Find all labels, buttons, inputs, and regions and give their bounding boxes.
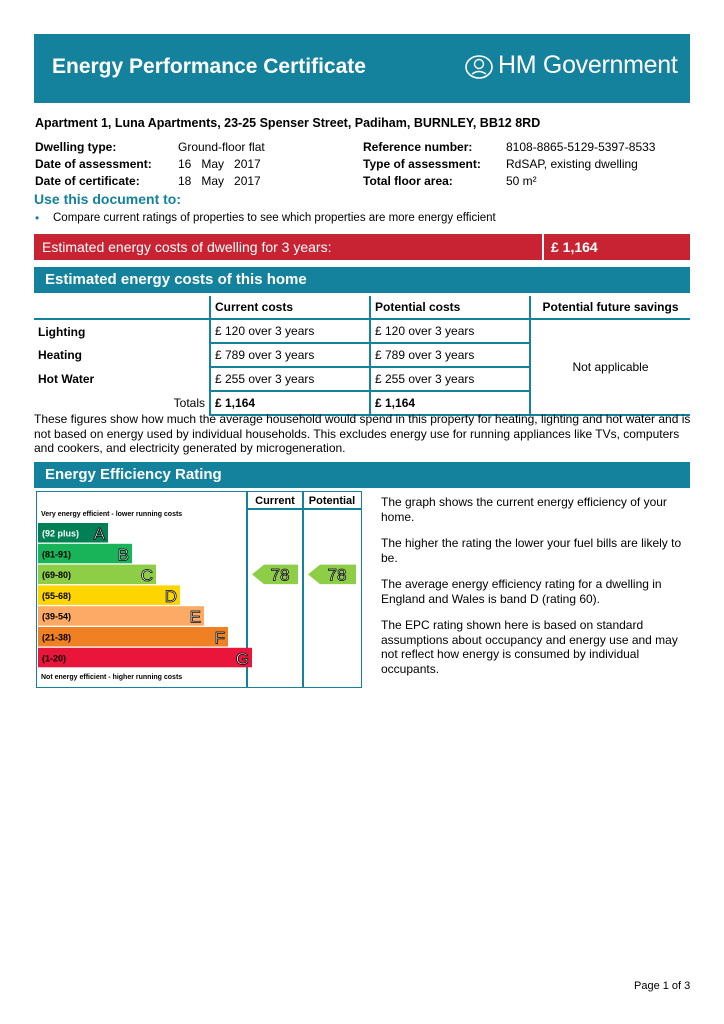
efficiency-note: The higher the rating the lower your fuel bills are likely to be.	[381, 536, 682, 565]
costs-section-title: Estimated energy costs of this home	[45, 271, 307, 288]
efficiency-note: The EPC rating shown here is based on standard assumptions about occupancy and energy use and may not reflect how energy is consumed by individual occupants.	[381, 618, 678, 676]
property-address: Apartment 1, Luna Apartments, 23-25 Spenser Street, Padiham, BURNLEY, BB12 8RD	[35, 116, 541, 130]
table-header-cell	[34, 296, 210, 319]
use-document-bullet: Compare current ratings of properties to see which properties are more energy efficient	[53, 212, 496, 224]
top-caption: Very energy efficient - lower running costs	[41, 511, 183, 518]
costs-explanation: These figures show how much the average household would spend in this property for heating, lighting and hot water and is not based on energy used by individual households. This excludes energy use for running appliances like TVs, computers and cookers, and electricity generated by microgeneration.	[34, 412, 691, 455]
table-header-row	[34, 296, 690, 319]
table-header-cell: Potential costs	[370, 296, 530, 319]
current-cost-cell: £ 120 over 3 years	[210, 319, 370, 343]
potential-column-header: Potential	[308, 495, 356, 507]
total-cost-label: Estimated energy costs of dwelling for 3 years:	[42, 239, 332, 255]
efficiency-section-title: Energy Efficiency Rating	[45, 466, 222, 483]
potential-cost-cell: £ 789 over 3 years	[370, 343, 530, 367]
band-range-label: (55-68)	[42, 590, 72, 601]
efficiency-note: The average energy efficiency rating for a dwelling in England and Wales is band D (rating 60).	[381, 577, 662, 606]
total-cost-bar	[34, 234, 690, 260]
assessment-type-value: RdSAP, existing dwelling	[506, 157, 638, 171]
page-number: Page 1 of 3	[634, 980, 691, 992]
royal-crest-icon	[464, 54, 494, 80]
hm-government-logo: HM Government	[498, 51, 678, 79]
table-row	[34, 319, 690, 343]
band-range-label: (1-20)	[42, 653, 67, 664]
row-label: Lighting	[34, 319, 210, 343]
certificate-date-value: 18 May 2017	[178, 174, 261, 188]
row-label: Heating	[34, 343, 210, 367]
band-letter: G	[235, 649, 249, 669]
current-cost-cell: £ 789 over 3 years	[210, 343, 370, 367]
band-range-label: (81-91)	[42, 549, 72, 560]
table-header-cell: Current costs	[210, 296, 370, 319]
efficiency-note: The graph shows the current energy efficiency of your home.	[381, 495, 667, 524]
current-column-header: Current	[255, 495, 295, 507]
band-range-label: (69-80)	[42, 570, 72, 581]
row-label: Hot Water	[34, 367, 210, 391]
band-letter: F	[214, 628, 225, 648]
band-letter: D	[164, 586, 177, 606]
savings-cell: Not applicable	[530, 319, 690, 415]
costs-section-header	[34, 267, 690, 293]
efficiency-rating-chart	[36, 491, 362, 688]
assessment-date-label: Date of assessment:	[35, 157, 152, 171]
dwelling-type-value: Ground-floor flat	[178, 140, 265, 154]
current-cost-cell: £ 255 over 3 years	[210, 367, 370, 391]
table-header-cell: Potential future savings	[530, 296, 690, 319]
bottom-caption: Not energy efficient - higher running costs	[41, 674, 183, 681]
certificate-date-label: Date of certificate:	[35, 174, 140, 188]
dwelling-type-label: Dwelling type:	[35, 140, 117, 154]
efficiency-section-header	[34, 462, 690, 488]
current-total-cell: £ 1,164	[210, 391, 370, 415]
band-letter: B	[117, 545, 129, 565]
use-document-title: Use this document to:	[34, 191, 182, 207]
divider	[542, 234, 544, 260]
page-title: Energy Performance Certificate	[52, 55, 366, 78]
header-banner	[34, 34, 690, 103]
totals-label: Totals	[34, 391, 210, 415]
potential-rating-value: 78	[327, 565, 347, 585]
total-cost-value: £ 1,164	[551, 239, 598, 255]
current-rating-value: 78	[270, 565, 290, 585]
band-letter: C	[140, 566, 153, 586]
costs-table	[34, 296, 690, 416]
band-letter: A	[93, 524, 105, 544]
potential-cost-cell: £ 255 over 3 years	[370, 367, 530, 391]
band-range-label: (21-38)	[42, 632, 72, 643]
floor-area-value: 50 m²	[506, 174, 537, 188]
reference-number-value: 8108-8865-5129-5397-8533	[506, 140, 656, 154]
assessment-date-value: 16 May 2017	[178, 157, 261, 171]
bullet-icon: •	[35, 211, 40, 225]
assessment-type-label: Type of assessment:	[363, 157, 481, 171]
floor-area-label: Total floor area:	[363, 174, 453, 188]
band-range-label: (92 plus)	[42, 528, 80, 539]
band-letter: E	[189, 607, 201, 627]
reference-number-label: Reference number:	[363, 140, 473, 154]
potential-cost-cell: £ 120 over 3 years	[370, 319, 530, 343]
potential-total-cell: £ 1,164	[370, 391, 530, 415]
band-g	[38, 648, 252, 668]
band-range-label: (39-54)	[42, 611, 72, 622]
